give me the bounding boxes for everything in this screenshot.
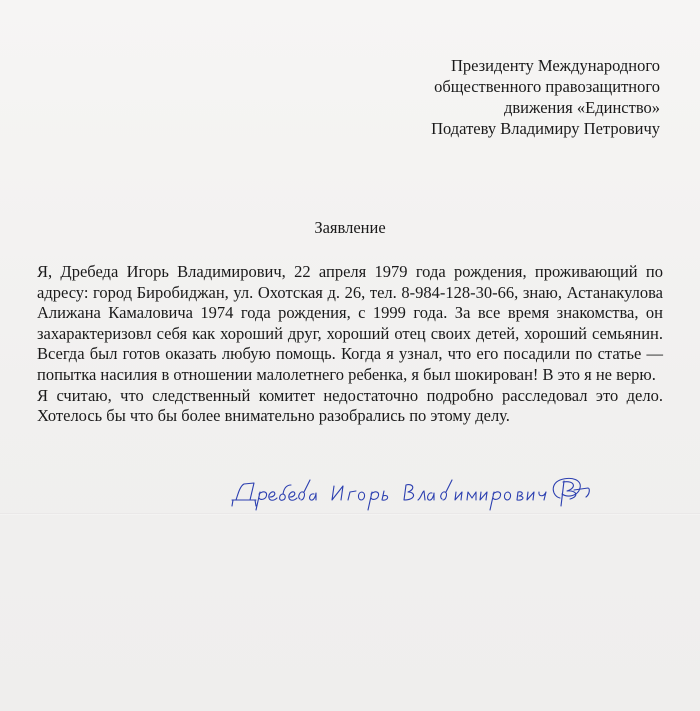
- document-body: [37, 262, 663, 427]
- addressee-line: Податеву Владимиру Петровичу: [431, 119, 660, 138]
- document-title: Заявление: [314, 218, 386, 237]
- addressee-line: движения «Единство»: [504, 98, 660, 117]
- handwritten-signature: [230, 470, 610, 520]
- addressee-line: Президенту Международного: [450, 56, 660, 75]
- addressee-block: [360, 55, 660, 139]
- body-paragraph: Я считаю, что следственный комитет недостаточно подробно расследовал это дело. Хотелось бы что бы более внимательно разобрались по этому делу.: [37, 385, 663, 426]
- body-paragraph: Я, Дребеда Игорь Владимирович, 22 апреля 1979 года рождения, проживающий по адресу: город Биробиджан, ул. Охотская д. 26, тел. 8-984-128-30-66, знаю, Астанакулова Алижана Камаловича 1974 года рождения, с 1999 года. За все время знакомства, он захарактеризовл себя как хороший друг, хороший отец своих детей, хороший семьянин. Всегда был готов оказать любую помощь. Когда я узнал, что его посадили по статье — попытка насилия в отношении малолетнего ребенка, я был шокирован! В это я не верю.: [37, 262, 663, 384]
- addressee-line: общественного правозащитного: [434, 77, 660, 96]
